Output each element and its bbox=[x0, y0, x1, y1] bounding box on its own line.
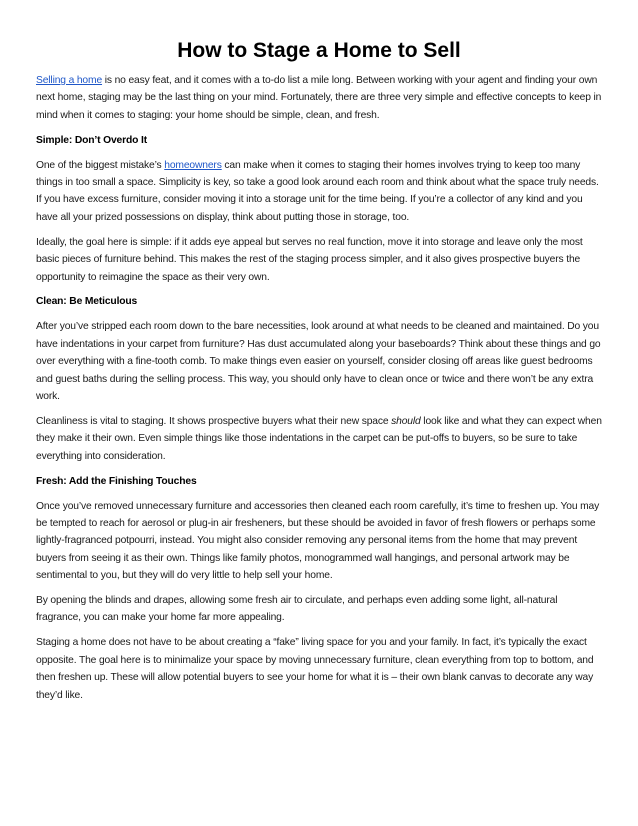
section-heading-clean: Clean: Be Meticulous bbox=[36, 296, 138, 308]
simple-text-pre: One of the biggest mistake’s bbox=[36, 159, 165, 171]
clean-text-post: look like and what they can expect when they make it their own. Even simple things like those indentations in the carpet can be put-offs to buyers, so be sure to take everything into consideration. bbox=[36, 415, 602, 462]
homeowners-link[interactable]: homeowners bbox=[164, 159, 222, 171]
clean-text-emphasis: should bbox=[391, 415, 421, 427]
intro-text: is no easy feat, and it comes with a to-do list a mile long. Between working with your agent and finding your own next home, staging may be the last thing on your mind. Fortunately, there are three very simple and effective concepts to keep in mind when it comes to staging: your home should be simple, clean, and fresh. bbox=[36, 75, 602, 121]
section-heading-fresh: Fresh: Add the Finishing Touches bbox=[36, 475, 197, 487]
section-heading-simple: Simple: Don’t Overdo It bbox=[36, 134, 147, 146]
selling-a-home-link[interactable]: Selling a home bbox=[36, 75, 103, 86]
simple-text-post: can make when it comes to staging their homes involves trying to keep too many things in too small a space. Simplicity is key, so take a good look around each room and think about what the space truly needs. If you have excess furniture, consider moving it into a storage unit for the time being. If you’re a collector of any kind and you have all your prized possessions on display, think about putting those in storage, too. bbox=[36, 159, 599, 223]
page-title: How to Stage a Home to Sell bbox=[177, 39, 461, 62]
clean-text-pre: Cleanliness is vital to staging. It shows prospective buyers what their new space bbox=[36, 415, 392, 427]
simple-paragraph-2: Ideally, the goal here is simple: if it adds eye appeal but serves no real function, move it into storage and leave only the most basic pieces of furniture behind. This makes the rest of the staging process simpler, and it also gives prospective buyers the opportunity to reimagine the space as their very own. bbox=[36, 236, 583, 283]
article bbox=[36, 38, 602, 712]
fresh-paragraph-1: Once you’ve removed unnecessary furniture and accessories then cleaned each room carefully, it’s time to freshen up. You may be tempted to reach for aerosol or plug-in air fresheners, but these should be avoided in favor of fresh flowers or perhaps some lightly-fragranced potpourri, instead. You might also consider removing any personal items from the home that may prevent buyers from seeing it as their own. Things like family photos, monogrammed wall hangings, and personal artwork may be sentimental to you, but they will do very little to help sell your home. bbox=[36, 500, 600, 582]
fresh-paragraph-2: By opening the blinds and drapes, allowing some fresh air to circulate, and perhaps even adding some light, all-natural fragrance, you can make your home far more appealing. bbox=[36, 595, 558, 624]
intro-paragraph bbox=[36, 72, 602, 124]
closing-paragraph: Staging a home does not have to be about creating a “fake” living space for you and your family. In fact, it’s typically the exact opposite. The goal here is to minimalize your space by moving unnecessary furniture, clean everything from top to bottom, and then freshen up. These will allow potential buyers to see your home for what it is – their own blank canvas to decorate any way they’d like. bbox=[36, 637, 594, 701]
clean-paragraph-1: After you’ve stripped each room down to the bare necessities, look around at what needs to be cleaned and maintained. Do you have indentations in your carpet from furniture? Has dust accumulated along your baseboards? Think about these things and go over everything with a fine-tooth comb. To make things even easier on yourself, consider closing off areas like guest bedrooms and guest baths during the selling process. This way, you should only have to clean once or twice and there won’t be any extra work. bbox=[36, 321, 601, 402]
clean-paragraph-2 bbox=[36, 413, 602, 465]
simple-paragraph-1 bbox=[36, 157, 602, 227]
